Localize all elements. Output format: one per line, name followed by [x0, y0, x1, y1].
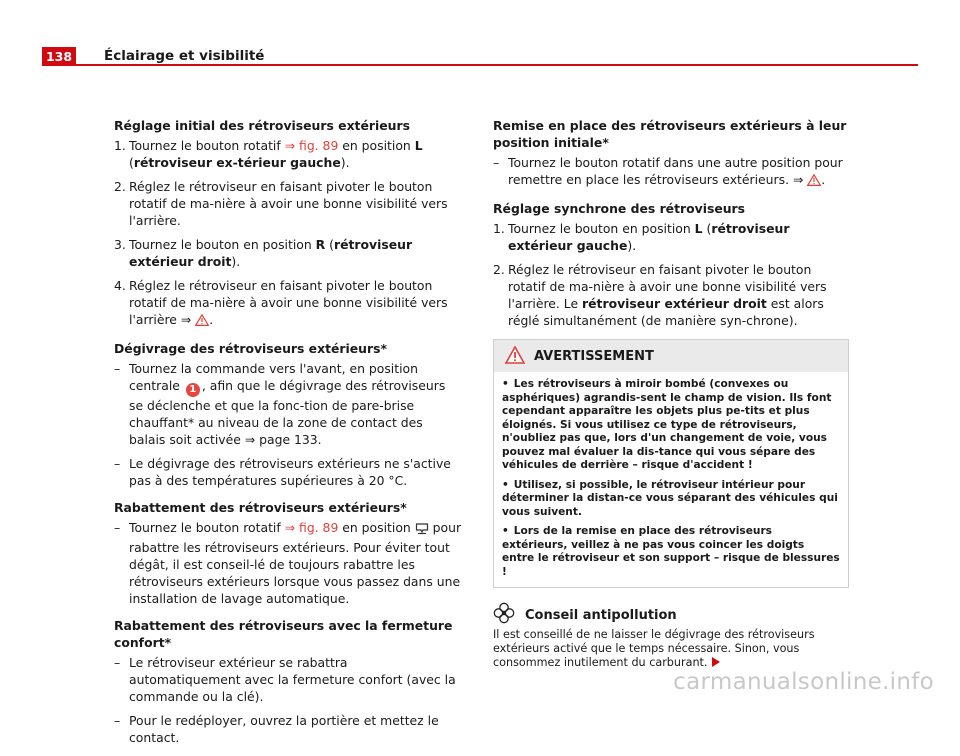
step-item: 3. Tournez le bouton en position R (rétroviseur extérieur droit). — [114, 237, 413, 269]
warning-item: • Utilisez, si possible, le rétroviseur intérieur pour déterminer la distan-ce vous séparant des véhicules qui vous suivent. — [502, 478, 838, 518]
page-title: Éclairage et visibilité — [104, 48, 265, 64]
right-column — [493, 117, 849, 671]
section-comfort-fold — [114, 617, 462, 746]
list-item: – Tournez le bouton rotatif dans une autre position pour remettre en place les rétroviseurs extérieurs. ⇒ . — [493, 154, 849, 190]
section-heading: Rabattement des rétroviseurs extérieurs* — [114, 500, 407, 515]
step-item: 2. Réglez le rétroviseur en faisant pivoter le bouton rotatif de ma-nière à avoir une bonne visibilité vers l'arrière. Le rétroviseur extérieur droit est alors réglé simultanément (de manière syn-chrone). — [493, 262, 827, 328]
section-fold — [114, 499, 462, 607]
warning-icon[interactable] — [195, 313, 209, 330]
step-number: 1. — [114, 138, 126, 153]
list-item: – Tournez la commande vers l'avant, en position centrale 1 , afin que le dégivrage des rétroviseurs se déclenche et que la fonc-tion de pare-brise chauffant* au niveau de la zone de contact des balais soit activée ⇒ page 133. — [114, 361, 446, 447]
section-heading: Réglage initial des rétroviseurs extérieurs — [114, 118, 410, 133]
list-item: – Pour le redéployer, ouvrez la portière et mettez le contact. — [114, 713, 439, 745]
section-heading: Rabattement des rétroviseurs avec la fermeture confort* — [114, 618, 453, 650]
warning-header — [494, 340, 848, 372]
section-reset-position — [493, 117, 849, 190]
step-number: 1. — [493, 221, 505, 236]
section-defrost — [114, 340, 462, 489]
watermark: carmanualsonline.info — [673, 669, 934, 695]
position-badge: 1 — [186, 383, 200, 397]
fig-link[interactable]: ⇒ fig. 89 — [284, 138, 339, 153]
step-number: 2. — [114, 179, 126, 194]
fig-link[interactable]: ⇒ fig. 89 — [284, 520, 339, 535]
step-item: 1. Tournez le bouton en position L (rétroviseur extérieur gauche). — [493, 221, 790, 253]
page-number: 138 — [42, 47, 76, 66]
step-number: 4. — [114, 278, 126, 293]
warning-box — [493, 339, 849, 588]
warning-icon[interactable] — [807, 173, 821, 190]
step-item: 2. Réglez le rétroviseur en faisant pivoter le bouton rotatif de ma-nière à avoir une bonne visibilité vers l'arrière. — [114, 179, 448, 228]
flower-icon — [493, 602, 515, 628]
step-item: 4. Réglez le rétroviseur en faisant pivoter le bouton rotatif de ma-nière à avoir une bonne visibilité vers l'arrière ⇒ . — [114, 277, 462, 330]
section-heading: Réglage synchrone des rétroviseurs — [493, 201, 746, 216]
list-item: – Le dégivrage des rétroviseurs extérieurs ne s'active pas à des températures supérieures à 20 °C. — [114, 456, 451, 488]
section-initial-adjustment — [114, 117, 462, 330]
step-number: 2. — [493, 262, 505, 277]
left-column — [114, 117, 462, 756]
warning-title: AVERTISSEMENT — [534, 348, 654, 364]
folded-mirror-icon — [415, 522, 429, 539]
header-rule — [42, 64, 918, 66]
step-number: 3. — [114, 237, 126, 252]
eco-tip — [493, 602, 849, 671]
list-item: – Tournez le bouton rotatif ⇒ fig. 89 en position pour rabattre les rétroviseurs extérieurs. Pour éviter tout dégât, il est conseil-lé de toujours rabattre les rétroviseurs extérieurs lorsque vous passez dans une installation de lavage automatique. — [114, 520, 462, 606]
eco-text: Il est conseillé de ne laisser le dégivrage des rétroviseurs extérieurs activé que le temps nécessaire. Sinon, vous consommez inutilement du carburant. — [493, 628, 815, 669]
section-synchronous — [493, 200, 849, 329]
list-item: – Le rétroviseur extérieur se rabattra automatiquement avec la fermeture confort (avec la commande ou la clé). — [114, 655, 456, 704]
warning-item: • Lors de la remise en place des rétroviseurs extérieurs, veillez à ne pas vous coincer les doigts entre le rétroviseur et son support – risque de blessures ! — [502, 525, 840, 578]
section-heading: Dégivrage des rétroviseurs extérieurs* — [114, 341, 387, 356]
warning-item: • Les rétroviseurs à miroir bombé (convexes ou asphériques) agrandis-sent le champ de vision. Ils font cependant apparaître les objets plus pe-tits et plus éloignés. Si vous utilisez ce type de rétroviseurs, n'oubliez pas que, lors d'un changement de voie, vous pouvez mal évaluer la dis-tance qui vous sépare des véhicules de derrière – risque d'accident ! — [502, 378, 832, 471]
eco-title: Conseil antipollution — [525, 607, 677, 623]
step-item: 1. Tournez le bouton rotatif ⇒ fig. 89 en position L (rétroviseur ex-térieur gauche). — [114, 138, 423, 170]
section-heading: Remise en place des rétroviseurs extérieurs à leur position initiale* — [493, 118, 847, 150]
warning-triangle-icon — [505, 346, 525, 368]
